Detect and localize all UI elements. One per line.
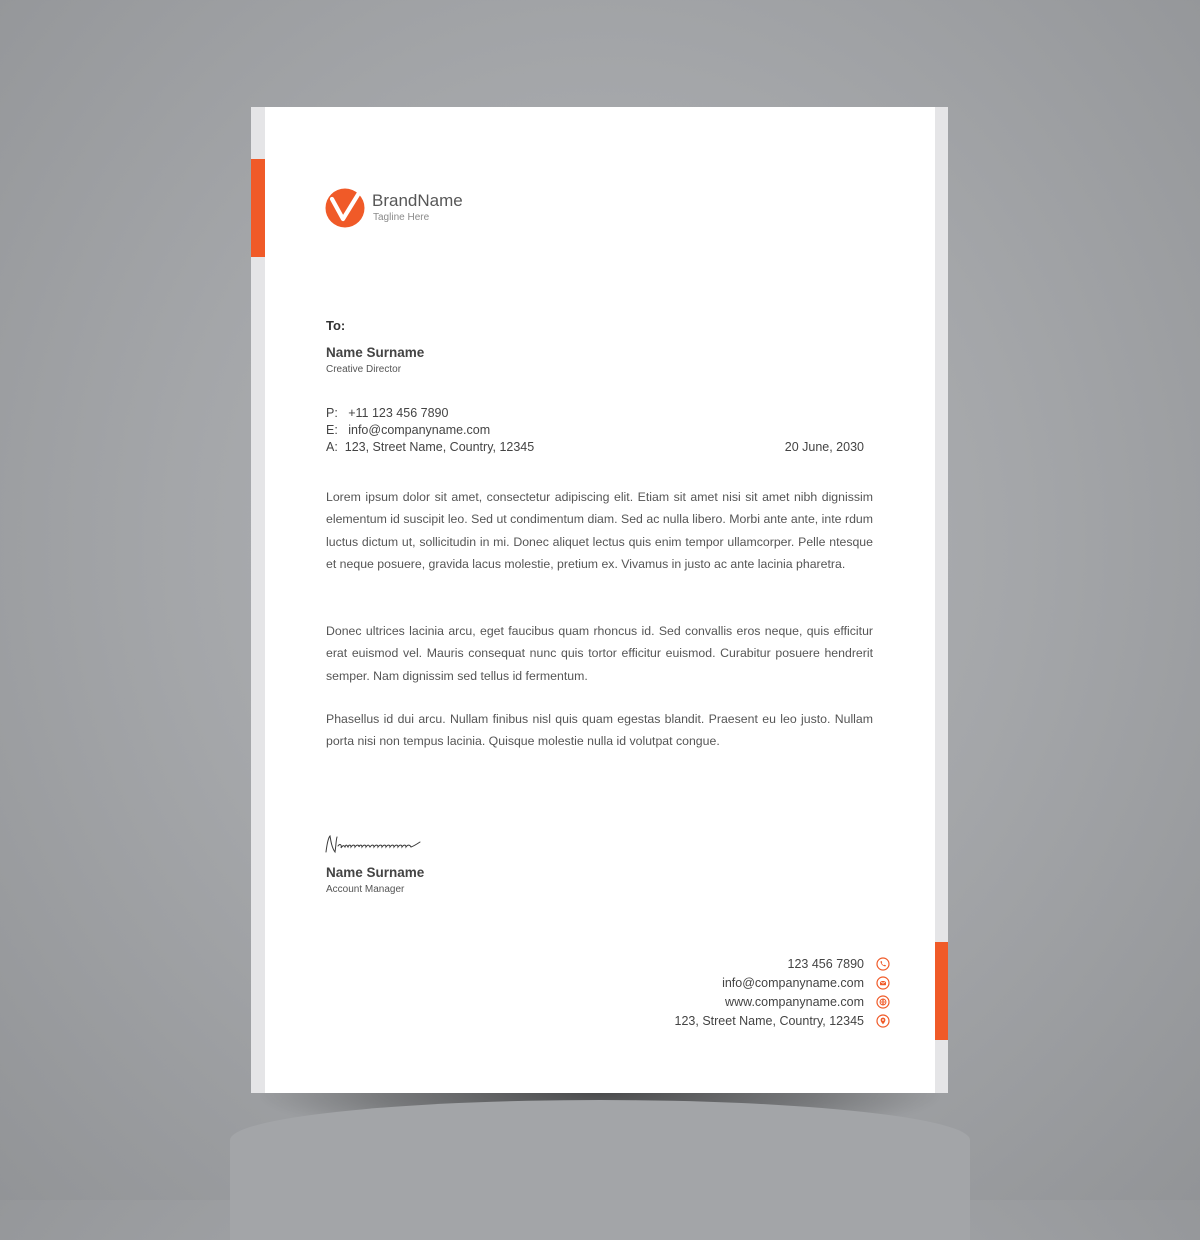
letter-date: 20 June, 2030 bbox=[784, 440, 864, 454]
footer-phone: 123 456 7890 bbox=[787, 957, 864, 971]
signer-name: Name Surname bbox=[326, 865, 425, 880]
recipient-email: E: info@companyname.com bbox=[326, 423, 491, 437]
body-paragraph: Lorem ipsum dolor sit amet, consectetur adipiscing elit. Etiam sit amet nisi sit amet nibh dignissim elementum id suscipit leo. Sed ut condimentum diam. Sed ac nulla libero. Morbi ante ante, inte rdum luctus dictum ut, sollicitudin in mi. Donec aliquet lectus quis enim tempor ullamcorper. Pelle ntesque et neque posuere, gravida lacus molestie, pretium ex. Vivamus in justo ac ante lacinia pharetra. bbox=[326, 490, 873, 571]
to-label: To: bbox=[326, 318, 346, 333]
brand-name: BrandName bbox=[372, 191, 463, 210]
body-paragraph: Donec ultrices lacinia arcu, eget faucibus quam rhoncus id. Sed convallis eros neque, quis efficitur erat euismod vel. Mauris consequat nunc quis tortor efficitur euismod. Curabitur posuere hendrerit semper. Nam dignissim sed tellus id fermentum. bbox=[326, 624, 873, 683]
footer-address: 123, Street Name, Country, 12345 bbox=[674, 1014, 864, 1028]
footer-email: info@companyname.com bbox=[722, 976, 864, 990]
brand-tagline: Tagline Here bbox=[373, 212, 430, 223]
letterhead-page bbox=[251, 107, 948, 1093]
recipient-phone: P: +11 123 456 7890 bbox=[326, 406, 449, 420]
body-paragraph: Phasellus id dui arcu. Nullam finibus nisl quis quam egestas blandit. Praesent eu leo justo. Nullam porta nisi non tempus lacinia. Quisque molestie nulla id volutpat congue. bbox=[326, 712, 873, 749]
web-icon bbox=[876, 995, 890, 1009]
phone-icon bbox=[876, 957, 890, 971]
recipient-name: Name Surname bbox=[326, 345, 425, 360]
footer-website: www.companyname.com bbox=[725, 995, 864, 1009]
email-icon bbox=[876, 976, 890, 990]
brand-logo-icon bbox=[325, 188, 365, 228]
recipient-address: A: 123, Street Name, Country, 12345 bbox=[326, 440, 535, 454]
backdrop-curve bbox=[230, 1100, 970, 1240]
location-icon bbox=[876, 1014, 890, 1028]
recipient-title: Creative Director bbox=[326, 364, 402, 375]
handwritten-signature bbox=[324, 832, 422, 858]
left-accent-bar bbox=[251, 159, 265, 257]
right-accent-bar bbox=[935, 942, 948, 1040]
signer-title: Account Manager bbox=[326, 884, 405, 895]
